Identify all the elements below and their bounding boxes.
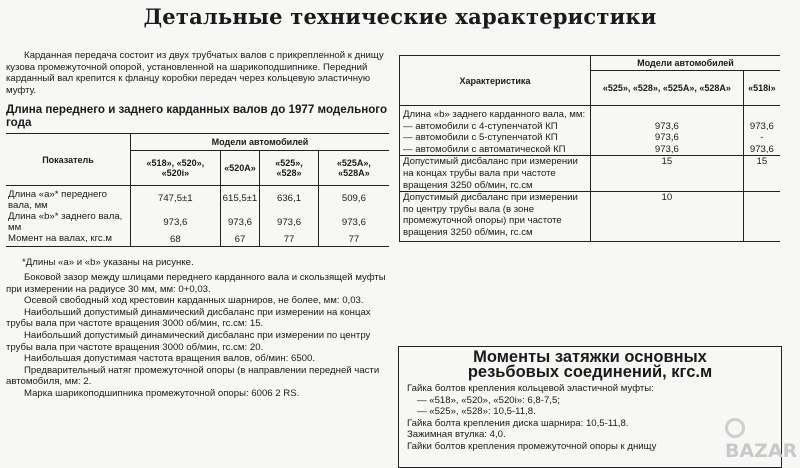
- model-col-2: «518i»: [743, 71, 780, 106]
- torque-title-line2: резьбовых соединений, кгс.м: [467, 363, 713, 381]
- table-row: [6, 233, 389, 247]
- header-models: Модели автомобилей: [131, 134, 390, 151]
- cell: 509,6: [318, 186, 389, 212]
- torque-line: Гайка болтов крепления кольцевой эластичной муфты:: [407, 383, 654, 394]
- model-col-2: «520А»: [220, 151, 260, 186]
- right-column: [399, 55, 780, 242]
- empty-cell: [743, 106, 780, 121]
- section-title: Длина переднего и заднего карданных валов до 1977 модельного года: [6, 103, 388, 130]
- cell: 973,6: [743, 144, 780, 156]
- row-label: Длина «b»* заднего вала, мм: [8, 211, 123, 234]
- header-models: Модели автомобилей: [591, 56, 781, 71]
- spec-paragraph: Осевой свободный ход крестовин карданных шарниров, не более, мм: 0,03.: [24, 295, 364, 307]
- model-col-1: «518», «520», «520i»: [131, 151, 221, 186]
- row-label: — автомобили с 5-ступенчатой КП: [403, 132, 558, 144]
- spec-paragraph: Наибольший допустимый динамический дисбаланс при измерении на концах трубы вала при частоте вращения 3000 об/мин, гс.см: 15.: [6, 306, 371, 330]
- row-label: — автомобили с 4-ступенчатой КП: [403, 120, 558, 132]
- characteristics-table: [399, 55, 780, 242]
- footnote: *Длины «а» и «b» указаны на рисунке.: [22, 257, 194, 269]
- cell: 615,5±1: [220, 186, 260, 212]
- spec-paragraph: Наибольшая допустимая частота вращения валов, об/мин: 6500.: [24, 353, 316, 365]
- cell: 77: [318, 233, 389, 247]
- table-row: [400, 192, 781, 241]
- table-row: [400, 132, 781, 144]
- model-col-3: «525», «528»: [260, 151, 319, 186]
- cell: 973,6: [591, 121, 744, 133]
- torque-title-line1: Моменты затяжки основных: [473, 348, 707, 366]
- cell: 973,6: [591, 144, 744, 156]
- cell: 636,1: [260, 186, 319, 212]
- model-col-1: «525», «528», «525А», «528А»: [591, 71, 744, 106]
- cell: 973,6: [220, 211, 260, 233]
- shaft-length-table: [6, 133, 389, 247]
- left-column: [6, 50, 389, 400]
- torque-line: — «518», «520», «520i»: 6,8-7,5;: [417, 394, 560, 406]
- table-row: [6, 211, 389, 233]
- row-label: — автомобили с автоматической КП: [403, 143, 566, 155]
- intro-paragraph: Карданная передача состоит из двух трубчатых валов с прикрепленной к днищу кузова промежуточной опорой, установленной на шарикоподшипнике. Передний карданный вал крепится к фланцу коробки передач через кольцевую эластичную муфту.: [6, 50, 384, 96]
- torque-line: Гайки болтов крепления промежуточной опоры к днищу: [407, 440, 657, 452]
- cell: 973,6: [743, 121, 780, 133]
- spec-paragraph: Наибольший допустимый динамический дисбаланс при измерении по центру трубы вала при частоте вращения 3000 об/мин, гс.см: 20.: [6, 329, 371, 353]
- row-label: Длина «а»* переднего вала, мм: [8, 189, 108, 212]
- header-characteristic: Характеристика: [400, 56, 591, 106]
- cell: 15: [591, 156, 744, 192]
- torque-title: [399, 350, 781, 380]
- torque-line: Гайка болта крепления диска шарнира: 10,5-11,8.: [407, 417, 629, 429]
- spec-paragraph: Предварительный натяг промежуточной опоры (в направлении передней части автомобиля, мм: 2.: [6, 364, 380, 388]
- row-label: Допустимый дисбаланс при измерении по центру трубы вала (в зоне промежуточной опоры) при частоте вращения 3250 об/мин, гс.см: [400, 192, 591, 241]
- cell: 77: [260, 233, 319, 247]
- group-label: Длина «b» заднего карданного вала, мм:: [403, 109, 586, 120]
- cell: 973,6: [131, 211, 221, 233]
- table-row: [400, 144, 781, 156]
- empty-cell: [591, 106, 744, 121]
- model-col-4: «525А», «528А»: [318, 151, 389, 186]
- page-title: Детальные технические характеристики: [143, 4, 657, 29]
- watermark-text: BAZAR: [725, 440, 798, 462]
- spec-paragraph: Боковой зазор между шлицами переднего карданного вала и скользящей муфты при измерении на радиусе 30 мм, мм: 0+0,03.: [6, 271, 386, 295]
- table-row: [400, 121, 781, 133]
- cell: 10: [591, 192, 744, 241]
- table-row: [6, 186, 389, 212]
- cell: 15: [743, 156, 780, 192]
- torque-line: — «525», «528»: 10,5-11,8.: [417, 406, 536, 418]
- watermark-ring-icon: [725, 418, 745, 438]
- row-label: Допустимый дисбаланс при измерении на концах трубы вала при частоте вращения 3250 об/мин, гс.см: [400, 156, 591, 192]
- cell: 747,5±1: [131, 186, 221, 212]
- cell: 973,6: [591, 132, 744, 144]
- cell: -: [743, 132, 780, 144]
- cell: 973,6: [260, 211, 319, 233]
- row-label: Момент на валах, кгс.м: [8, 233, 112, 245]
- cell: [743, 192, 780, 241]
- spec-paragraph: Марка шарикоподшипника промежуточной опоры: 6006 2 RS.: [24, 387, 300, 399]
- cell: 67: [220, 233, 260, 247]
- cell: 973,6: [318, 211, 389, 233]
- header-indicator: Показатель: [6, 134, 131, 186]
- table-row: [400, 156, 781, 192]
- torque-line: Зажимная втулка: 4,0.: [407, 429, 506, 441]
- torque-list: [399, 380, 781, 453]
- cell: 68: [131, 233, 221, 247]
- watermark-logo: [725, 418, 800, 462]
